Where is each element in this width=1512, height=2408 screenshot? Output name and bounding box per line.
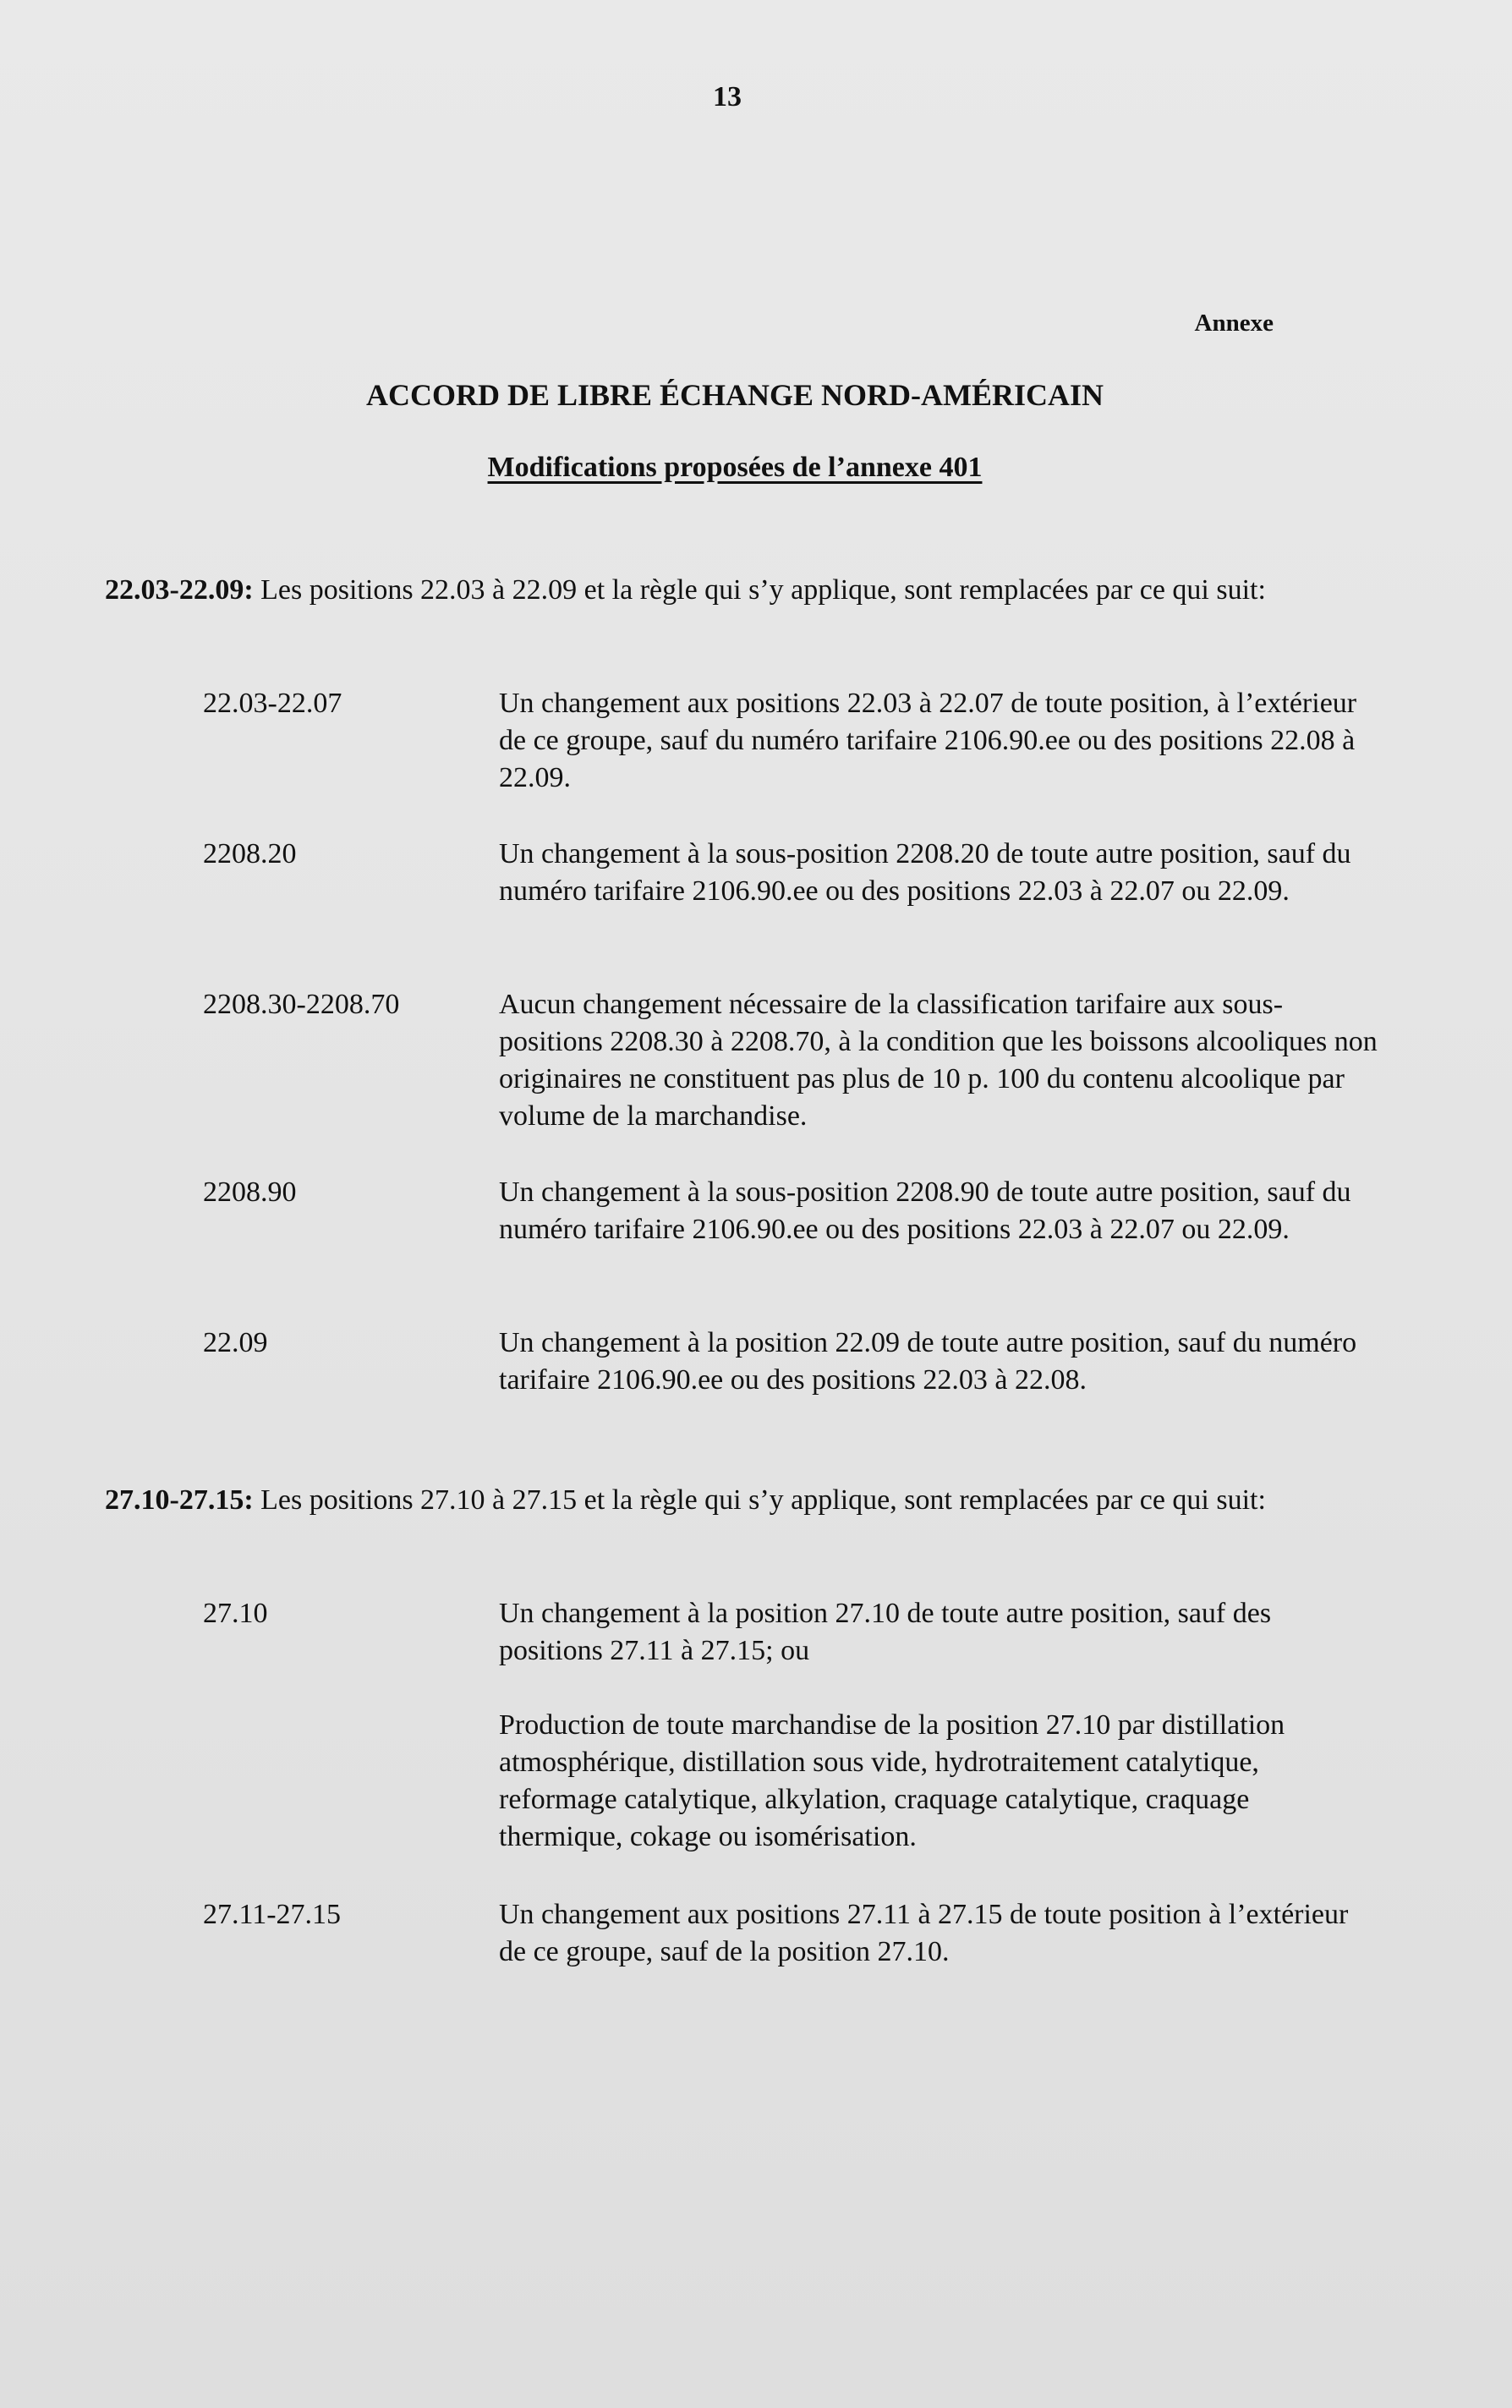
rule-description [499,1325,1378,1399]
section-text: Les positions 22.03 à 22.09 et la règle qui s’y applique, sont remplacées par ce qui suit: [260,574,1266,606]
rule-code: 2208.90 [203,1177,297,1208]
rule-paragraph: Aucun changement nécessaire de la classification tarifaire aux sous-positions 2208.30 à 2208.70, à la condition que les boissons alcooliques non originaires ne constituent pas plus de 10 p. 100 du contenu alcoolique par volume de la marchandise. [499,989,1378,1132]
rule-description [499,1174,1378,1248]
rule-paragraph: Un changement à la position 22.09 de toute autre position, sauf du numéro tarifaire 2106.90.ee ou des positions 22.03 à 22.08. [499,1327,1357,1396]
document-subtitle: Modifications proposées de l’annexe 401 [487,452,983,483]
rule-description [499,986,1378,1135]
section-heading [105,572,1369,609]
rule-code: 2208.30-2208.70 [203,989,400,1020]
rule-code: 27.10 [203,1598,268,1629]
rule-description [499,685,1378,797]
rule-paragraph: Un changement aux positions 22.03 à 22.07 de toute position, à l’extérieur de ce groupe, sauf du numéro tarifaire 2106.90.ee ou des positions 22.08 à 22.09. [499,688,1357,793]
page-number: 13 [713,81,742,112]
rule-description [499,1595,1378,1856]
rule-code: 22.09 [203,1327,268,1358]
rule-code: 2208.20 [203,838,297,869]
section-text: Les positions 27.10 à 27.15 et la règle qui s’y applique, sont remplacées par ce qui suit: [260,1484,1266,1516]
rule-code: 22.03-22.07 [203,688,342,719]
rule-paragraph: Un changement à la sous-position 2208.20 de toute autre position, sauf du numéro tarifaire 2106.90.ee ou des positions 22.03 à 22.07 ou 22.09. [499,838,1351,907]
document-title: ACCORD DE LIBRE ÉCHANGE NORD-AMÉRICAIN [365,378,1104,412]
annex-label: Annexe [1194,310,1274,337]
rule-description [499,1896,1378,1971]
rule-description [499,836,1378,910]
rule-code: 27.11-27.15 [203,1899,342,1930]
rule-paragraph: Un changement à la sous-position 2208.90 de toute autre position, sauf du numéro tarifaire 2106.90.ee ou des positions 22.03 à 22.07 ou 22.09. [499,1177,1351,1245]
section-code: 27.10-27.15: [105,1484,254,1516]
rule-paragraph: Un changement aux positions 27.11 à 27.15 de toute position à l’extérieur de ce groupe, sauf de la position 27.10. [499,1899,1349,1967]
rule-paragraph: Un changement à la position 27.10 de toute autre position, sauf des positions 27.11 à 27.15; ou [499,1598,1272,1666]
section-heading [105,1482,1369,1519]
rule-paragraph: Production de toute marchandise de la position 27.10 par distillation atmosphérique, distillation sous vide, hydrotraitement catalytique, reformage catalytique, alkylation, craquage catalytique, craquage thermique, cokage ou isomérisation. [499,1709,1285,1852]
section-code: 22.03-22.09: [105,574,254,606]
